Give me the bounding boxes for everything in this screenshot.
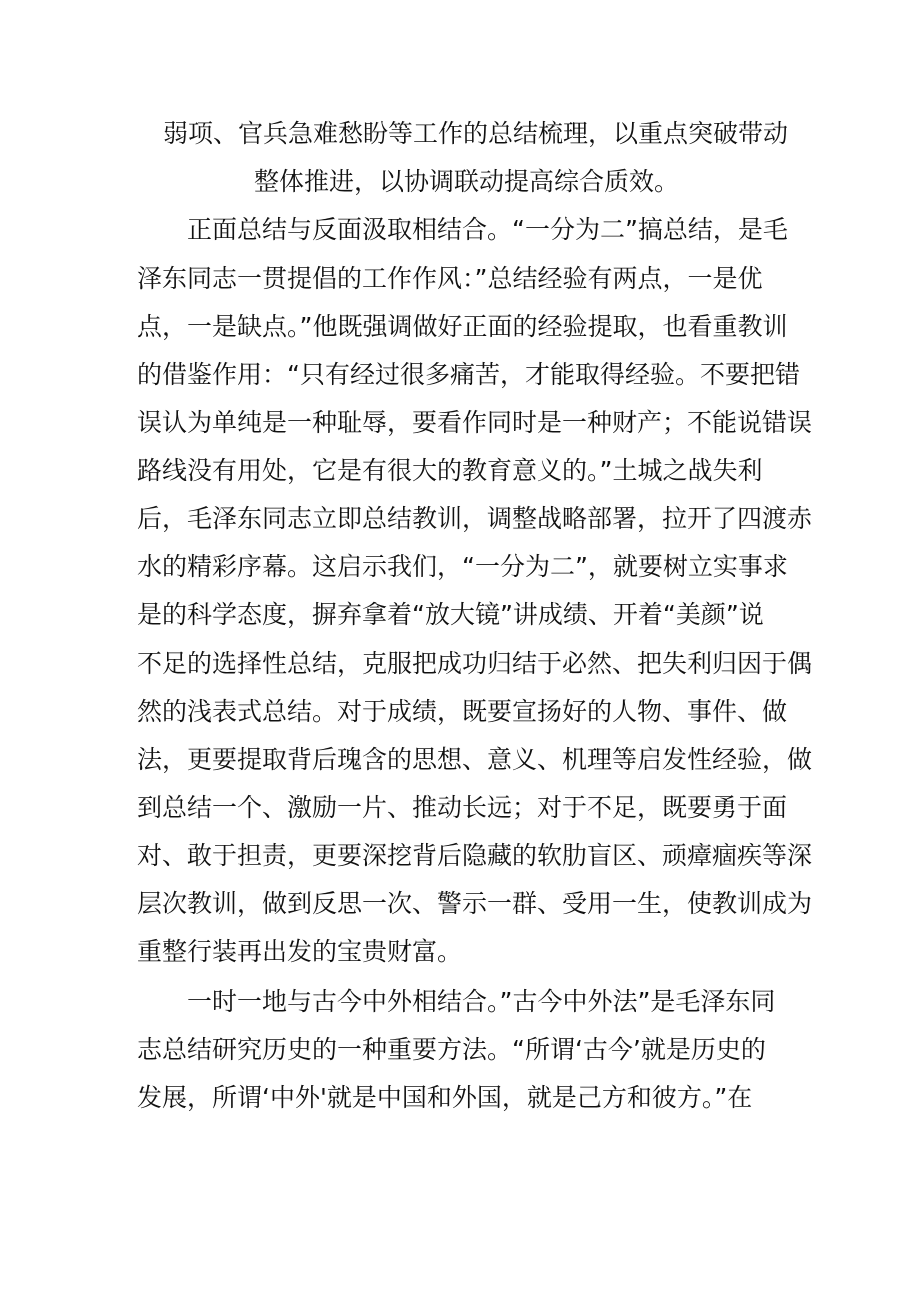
text-line: 水的精彩序幕。这启示我们，“一分为二”，就要树立实事求 [137,552,788,581]
text-line: 点，一是缺点。”他既强调做好正面的经验提取，也看重教训 [137,312,788,341]
paragraph-start-line: 一时一地与古今中外相结合。”古今中外法”是毛泽东同 [187,987,776,1016]
text-line: 误认为单纯是一种耻辱，要看作同时是一种财产；不能说错误 [137,408,813,437]
text-line: 然的浅表式总结。对于成绩，既要宣扬好的人物、事件、做 [137,697,788,726]
text-line: 志总结研究历史的一种重要方法。“所谓‘古今’就是历史的 [137,1035,766,1064]
text-line: 是的科学态度，摒弃拿着“放大镜”讲成绩、开着“美颜”说 [137,600,764,629]
text-line: 发展，所谓‘中外'就是中国和外国，就是己方和彼方。”在 [137,1083,753,1112]
text-line: 后，毛泽东同志立即总结教训，调整战略部署，拉开了四渡赤 [137,504,813,533]
text-line: 法，更要提取背后瑰含的思想、意义、机理等启发性经验，做 [137,745,813,774]
text-line: 对、敢于担责，更要深挖背后隐藏的软肋盲区、顽瘴痼疾等深 [137,841,813,870]
text-line: 层次教训，做到反思一次、警示一群、受用一生，使教训成为 [137,889,813,918]
text-line: 重整行装再出发的宝贵财富。 [137,937,463,966]
text-line: 到总结一个、激励一片、推动长远；对于不足，既要勇于面 [137,793,788,822]
text-line: 弱项、官兵急难愁盼等工作的总结梳理，以重点突破带动 [163,119,789,148]
text-line: 不足的选择性总结，克服把成功归结于必然、把失利归因于偶 [137,649,813,678]
paragraph-start-line: 正面总结与反面汲取相结合。“一分为二”搞总结，是毛 [187,215,788,244]
text-line: 整体推进，以协调联动提高综合质效。 [254,167,680,196]
text-line: 的借鉴作用：“只有经过很多痛苦，才能取得经验。不要把错 [137,360,800,389]
text-line: 泽东同志一贯提倡的工作作风：”总结经验有两点，一是优 [137,264,763,293]
text-line: 路线没有用处，它是有很大的教育意义的。”土城之战失利 [137,456,763,485]
